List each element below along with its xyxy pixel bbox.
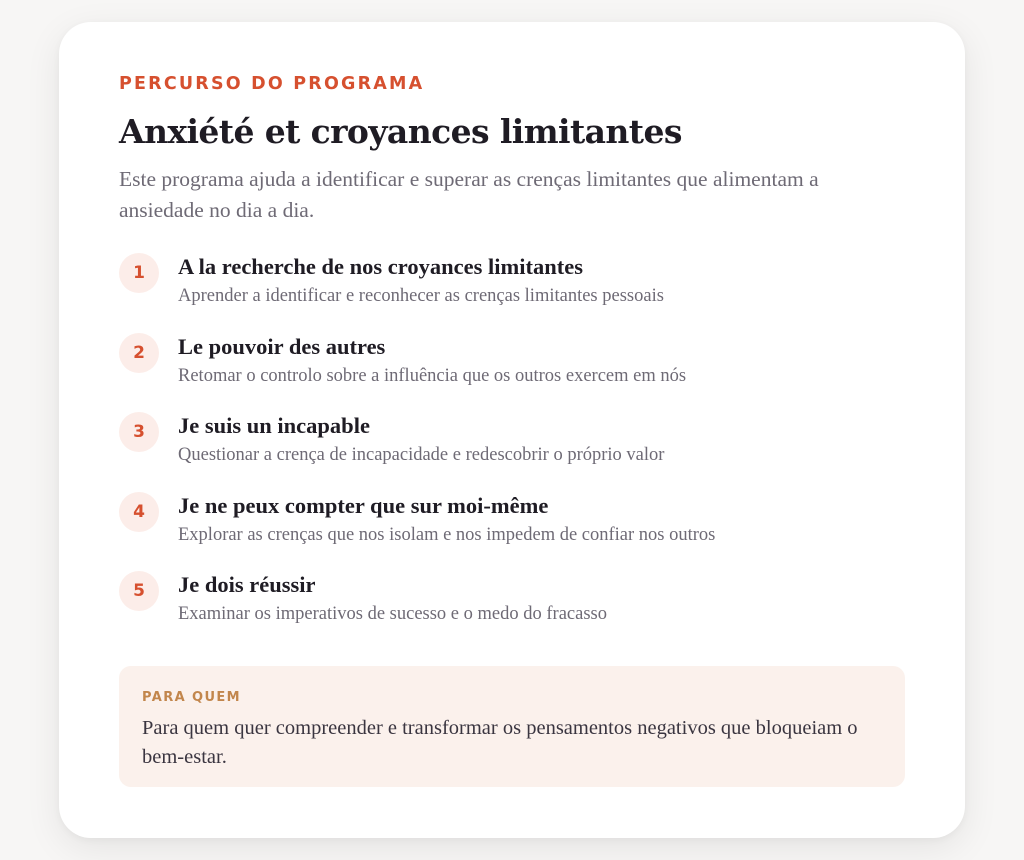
step-number-badge: 2 [119, 333, 159, 373]
step-description: Aprender a identificar e reconhecer as crenças limitantes pessoais [178, 286, 664, 306]
section-eyebrow: PERCURSO DO PROGRAMA [119, 74, 425, 94]
step-number-badge: 3 [119, 412, 159, 452]
program-card [59, 22, 965, 838]
step-item [119, 332, 905, 412]
step-description: Questionar a crença de incapacidade e redescobrir o próprio valor [178, 445, 665, 465]
step-title: Je ne peux compter que sur moi-même [178, 492, 549, 518]
step-item [119, 491, 905, 571]
step-description: Explorar as crenças que nos isolam e nos impedem de confiar nos outros [178, 524, 716, 545]
step-description: Examinar os imperativos de sucesso e o medo do fracasso [178, 604, 607, 624]
step-title: Je suis un incapable [178, 413, 370, 438]
step-title: Je dois réussir [178, 572, 316, 597]
step-item [119, 570, 905, 650]
steps-list [119, 252, 905, 650]
program-description: Este programa ajuda a identificar e superar as crenças limitantes que alimentam a ansiedade no dia a dia. [119, 167, 819, 222]
audience-box [119, 666, 905, 787]
step-number-badge: 5 [119, 571, 159, 611]
step-item [119, 411, 905, 491]
step-number-badge: 1 [119, 253, 159, 293]
step-item [119, 252, 905, 332]
audience-label: PARA QUEM [142, 690, 242, 705]
step-title: Le pouvoir des autres [178, 333, 386, 359]
step-number-badge: 4 [119, 492, 159, 532]
step-title: A la recherche de nos croyances limitantes [178, 254, 583, 279]
audience-text: Para quem quer compreender e transformar os pensamentos negativos que bloqueiam o bem-estar. [142, 717, 858, 768]
step-description: Retomar o controlo sobre a influência que os outros exercem em nós [178, 365, 687, 386]
program-title: Anxiété et croyances limitantes [119, 112, 682, 151]
